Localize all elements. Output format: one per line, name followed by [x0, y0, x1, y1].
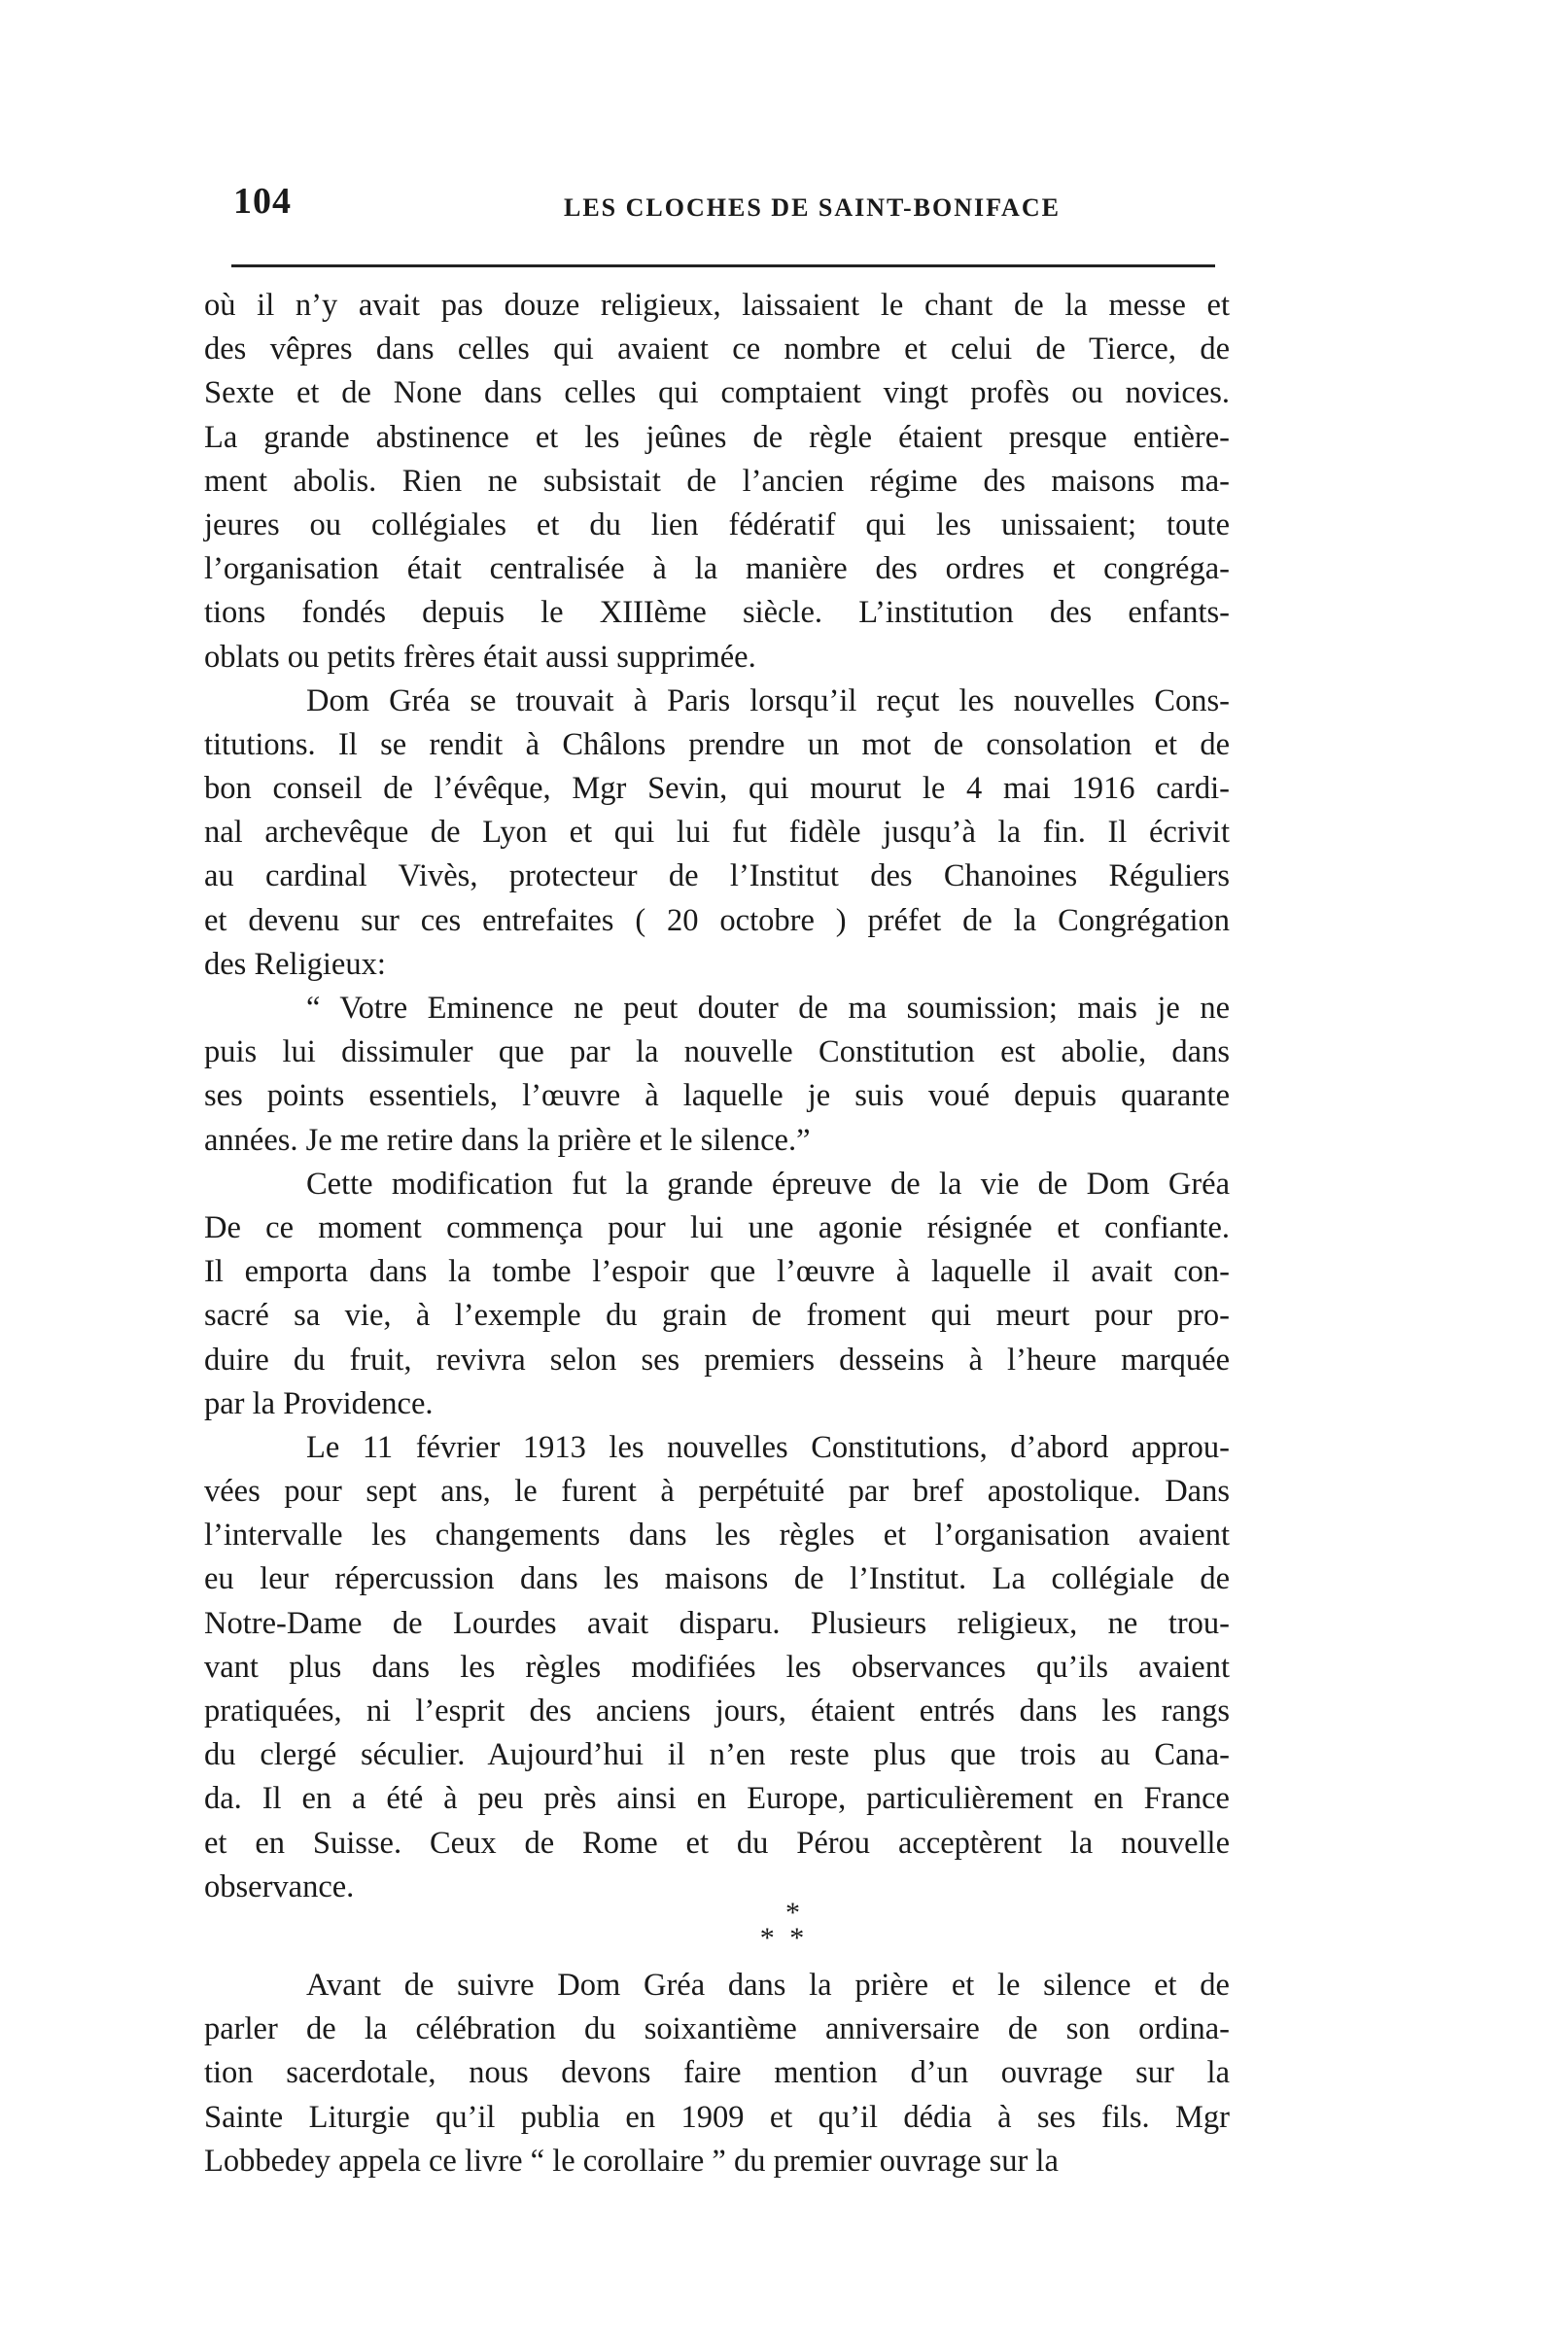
text-line: vées pour sept ans, le furent à perpétuité par bref apostolique. Dans	[204, 1474, 1230, 1510]
text-line: eu leur répercussion dans les maisons de l’Institut. La collégiale de	[204, 1561, 1230, 1597]
text-line: tion sacerdotale, nous devons faire mention d’un ouvrage sur la	[204, 2055, 1230, 2091]
text-line: pratiquées, ni l’esprit des anciens jours, étaient entrés dans les rangs	[204, 1694, 1230, 1729]
text-line: oblats ou petits frères était aussi supprimée.	[204, 639, 756, 675]
text-line: Dom Gréa se trouvait à Paris lorsqu’il reçut les nouvelles Cons-	[306, 682, 1230, 718]
separator-star-top: *	[785, 1897, 804, 1929]
text-line: sacré sa vie, à l’exemple du grain de froment qui meurt pour pro-	[204, 1298, 1230, 1334]
text-line: da. Il en a été à peu près ainsi en Europe, particulièrement en France	[204, 1781, 1230, 1817]
section-separator	[0, 1897, 1568, 1954]
text-line: ses points essentiels, l’œuvre à laquelle je suis voué depuis quarante	[204, 1078, 1230, 1114]
text-line: où il n’y avait pas douze religieux, laissaient le chant de la messe et	[204, 288, 1230, 323]
text-line: Il emporta dans la tombe l’espoir que l’œuvre à laquelle il avait con-	[204, 1254, 1230, 1290]
separator-stars-bottom: * *	[759, 1922, 809, 1954]
text-line: jeures ou collégiales et du lien fédératif qui les unissaient; toute	[204, 506, 1230, 542]
text-line: De ce moment commença pour lui une agonie résignée et confiante.	[204, 1209, 1230, 1245]
text-line: Sainte Liturgie qu’il publia en 1909 et qu’il dédia à ses fils. Mgr	[204, 2099, 1230, 2135]
text-line: bon conseil de l’évêque, Mgr Sevin, qui mourut le 4 mai 1916 cardi-	[204, 771, 1230, 807]
text-line: et en Suisse. Ceux de Rome et du Pérou acceptèrent la nouvelle	[204, 1825, 1230, 1861]
paragraph	[204, 987, 1230, 1163]
text-line: Le 11 février 1913 les nouvelles Constitutions, d’abord approu-	[306, 1429, 1230, 1465]
text-line: ment abolis. Rien ne subsistait de l’ancien régime des maisons ma-	[204, 463, 1230, 499]
text-line: du clergé séculier. Aujourd’hui il n’en reste plus que trois au Cana-	[204, 1737, 1230, 1773]
text-line: Lobbedey appela ce livre “ le corollaire ” du premier ouvrage sur la	[204, 2143, 1059, 2179]
body-text	[204, 284, 1230, 1909]
text-line: au cardinal Vivès, protecteur de l’Institut des Chanoines Réguliers	[204, 858, 1230, 894]
text-line: parler de la célébration du soixantième anniversaire de son ordina-	[204, 2011, 1230, 2047]
text-line: Notre-Dame de Lourdes avait disparu. Plusieurs religieux, ne trou-	[204, 1605, 1230, 1641]
paragraph	[204, 1964, 1230, 2183]
text-line: Cette modification fut la grande épreuve de la vie de Dom Gréa	[306, 1166, 1230, 1202]
final-paragraph-block	[204, 1964, 1230, 2183]
running-title: LES CLOCHES DE SAINT-BONIFACE	[564, 193, 1061, 222]
header-rule	[231, 264, 1215, 267]
page-header	[233, 180, 1215, 228]
page-number: 104	[233, 181, 292, 222]
paragraph	[204, 1163, 1230, 1426]
text-line: l’organisation était centralisée à la manière des ordres et congréga-	[204, 551, 1230, 587]
text-line: nal archevêque de Lyon et qui lui fut fidèle jusqu’à la fin. Il écrivit	[204, 815, 1230, 851]
paragraph	[204, 680, 1230, 987]
text-line: tions fondés depuis le XIIIème siècle. L’institution des enfants-	[204, 595, 1230, 631]
paragraph	[204, 284, 1230, 680]
text-line: “ Votre Eminence ne peut douter de ma soumission; mais je ne	[306, 991, 1230, 1026]
text-line: vant plus dans les règles modifiées les observances qu’ils avaient	[204, 1649, 1230, 1685]
text-line: observance.	[204, 1869, 355, 1904]
text-line: des vêpres dans celles qui avaient ce nombre et celui de Tierce, de	[204, 332, 1230, 367]
text-line: des Religieux:	[204, 946, 386, 982]
text-line: titutions. Il se rendit à Châlons prendre un mot de consolation et de	[204, 726, 1230, 762]
text-line: La grande abstinence et les jeûnes de règle étaient presque entière-	[204, 419, 1230, 455]
paragraph	[204, 1426, 1230, 1909]
text-line: duire du fruit, revivra selon ses premiers desseins à l’heure marquée	[204, 1342, 1230, 1378]
text-line: années. Je me retire dans la prière et le silence.”	[204, 1122, 811, 1158]
text-line: et devenu sur ces entrefaites ( 20 octobre ) préfet de la Congrégation	[204, 902, 1230, 938]
text-line: Avant de suivre Dom Gréa dans la prière et le silence et de	[306, 1968, 1230, 2003]
text-line: puis lui dissimuler que par la nouvelle Constitution est abolie, dans	[204, 1034, 1230, 1070]
text-line: Sexte et de None dans celles qui comptaient vingt profès ou novices.	[204, 375, 1230, 411]
text-line: l’intervalle les changements dans les règles et l’organisation avaient	[204, 1518, 1230, 1554]
text-line: par la Providence.	[204, 1385, 434, 1421]
